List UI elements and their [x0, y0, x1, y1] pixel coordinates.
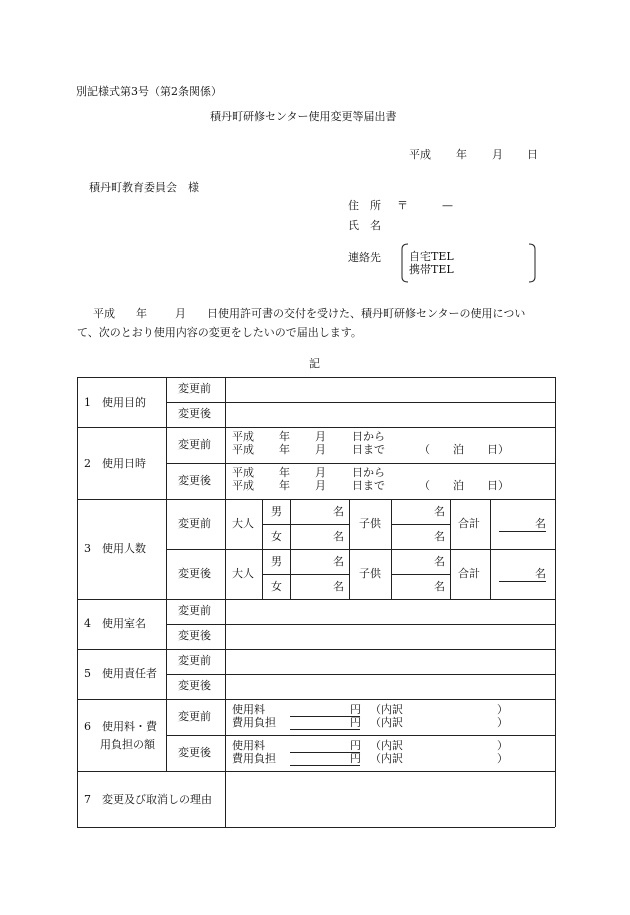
date-year: 年 [456, 148, 467, 161]
r3a-female: 女 [271, 580, 282, 593]
r2b-days: 日） [487, 443, 509, 456]
r2a-from-month: 月 [315, 466, 326, 479]
contact-label: 連絡先 [348, 251, 381, 264]
r3b-child-unit1: 名 [434, 505, 445, 518]
r3b-adult: 大人 [232, 517, 254, 530]
row4-label: 4 使用室名 [84, 617, 146, 630]
r2b-paren: （ [419, 443, 430, 456]
r3b-female-unit: 名 [333, 530, 344, 543]
form-number: 別記様式第3号（第2条関係） [76, 85, 222, 98]
r6a-fee-yen: 円 [350, 739, 361, 752]
r2a-until-year: 年 [279, 479, 290, 492]
r3a-male-unit: 名 [333, 555, 344, 568]
r3a-child: 子供 [359, 567, 381, 580]
row4-after: 変更後 [178, 629, 211, 642]
document-title: 積丹町研修センター使用変更等届出書 [210, 110, 397, 123]
date-day: 日 [527, 148, 538, 161]
body-line1-rest: 日使用許可書の交付を受けた、積丹町研修センターの使用につい [207, 307, 526, 320]
r3a-child-unit2: 名 [434, 580, 445, 593]
r2a-until-month: 月 [315, 479, 326, 492]
right-bracket [527, 243, 537, 283]
r6a-burden: 費用負担 [232, 752, 276, 765]
r2b-until-year: 年 [279, 443, 290, 456]
r6b-fee-close: ） [497, 703, 508, 716]
r6a-burden-yen: 円 [350, 752, 361, 765]
r6b-burden-close: ） [497, 716, 508, 729]
row6-after: 変更後 [178, 746, 211, 759]
body-line2: て、次のとおり使用内容の変更をしたいので届出します。 [77, 326, 362, 339]
address-label: 住 所 [348, 199, 381, 212]
r2b-from-era: 平成 [232, 430, 254, 443]
addressee: 積丹町教育委員会 様 [89, 181, 199, 194]
r3b-male: 男 [271, 505, 282, 518]
r2a-from-day: 日から [352, 466, 385, 479]
r2b-from-day: 日から [352, 430, 385, 443]
body-year: 年 [136, 307, 147, 320]
r2a-until-era: 平成 [232, 479, 254, 492]
r3a-male: 男 [271, 555, 282, 568]
row3-label: 3 使用人数 [84, 542, 146, 555]
name-label: 氏 名 [348, 219, 381, 232]
row5-label: 5 使用責任者 [84, 667, 157, 680]
postal-dash: — [442, 199, 453, 212]
r6b-burden: 費用負担 [232, 716, 276, 729]
r6b-fee: 使用料 [232, 703, 265, 716]
postal-mark: 〒 [397, 199, 408, 212]
r2b-until-day: 日まで [352, 443, 385, 456]
r3b-child: 子供 [359, 517, 381, 530]
row6-label-2: 用負担の額 [100, 738, 155, 751]
r3b-female: 女 [271, 530, 282, 543]
r6a-burden-breakdown: （内訳 [370, 752, 403, 765]
r3a-child-unit1: 名 [434, 555, 445, 568]
r3b-male-unit: 名 [333, 505, 344, 518]
r3b-total-unit: 名 [535, 517, 546, 530]
row1-after: 変更後 [178, 407, 211, 420]
r2b-stay: 泊 [453, 443, 464, 456]
r3b-total: 合計 [458, 517, 480, 530]
r6b-burden-breakdown: （内訳 [370, 716, 403, 729]
r2b-until-month: 月 [315, 443, 326, 456]
date-month: 月 [492, 148, 503, 161]
r3a-adult: 大人 [232, 567, 254, 580]
r2b-until-era: 平成 [232, 443, 254, 456]
row5-after: 変更後 [178, 679, 211, 692]
row1-label: 1 使用目的 [84, 396, 146, 409]
row4-before: 変更前 [178, 604, 211, 617]
row6-label-1: 6 使用料・費 [84, 720, 157, 733]
row6-before: 変更前 [178, 710, 211, 723]
row2-before: 変更前 [178, 438, 211, 451]
r3a-total-unit: 名 [535, 567, 546, 580]
row1-before: 変更前 [178, 382, 211, 395]
row2-after: 変更後 [178, 474, 211, 487]
r2b-from-year: 年 [279, 430, 290, 443]
mobile-tel-label: 携帯TEL [409, 263, 454, 276]
r2a-days: 日） [487, 479, 509, 492]
r2a-stay: 泊 [453, 479, 464, 492]
r2a-from-year: 年 [279, 466, 290, 479]
date-era: 平成 [409, 148, 431, 161]
row5-before: 変更前 [178, 654, 211, 667]
r6b-burden-yen: 円 [350, 716, 361, 729]
r6a-fee-close: ） [497, 739, 508, 752]
body-month: 月 [175, 307, 186, 320]
r6a-fee: 使用料 [232, 739, 265, 752]
r3a-total: 合計 [458, 567, 480, 580]
row2-label: 2 使用日時 [84, 457, 146, 470]
r6a-fee-breakdown: （内訳 [370, 739, 403, 752]
r2b-from-month: 月 [315, 430, 326, 443]
home-tel-label: 自宅TEL [409, 250, 454, 263]
r2a-until-day: 日まで [352, 479, 385, 492]
ki-heading: 記 [309, 357, 320, 370]
r2a-from-era: 平成 [232, 466, 254, 479]
row3-before: 変更前 [178, 517, 211, 530]
row7-label: 7 変更及び取消しの理由 [84, 793, 212, 806]
r3a-female-unit: 名 [333, 580, 344, 593]
r3b-child-unit2: 名 [434, 530, 445, 543]
r2a-paren: （ [419, 479, 430, 492]
row3-after: 変更後 [178, 567, 211, 580]
r6a-burden-close: ） [497, 752, 508, 765]
body-era: 平成 [93, 307, 115, 320]
r6b-fee-yen: 円 [350, 703, 361, 716]
r6b-fee-breakdown: （内訳 [370, 703, 403, 716]
